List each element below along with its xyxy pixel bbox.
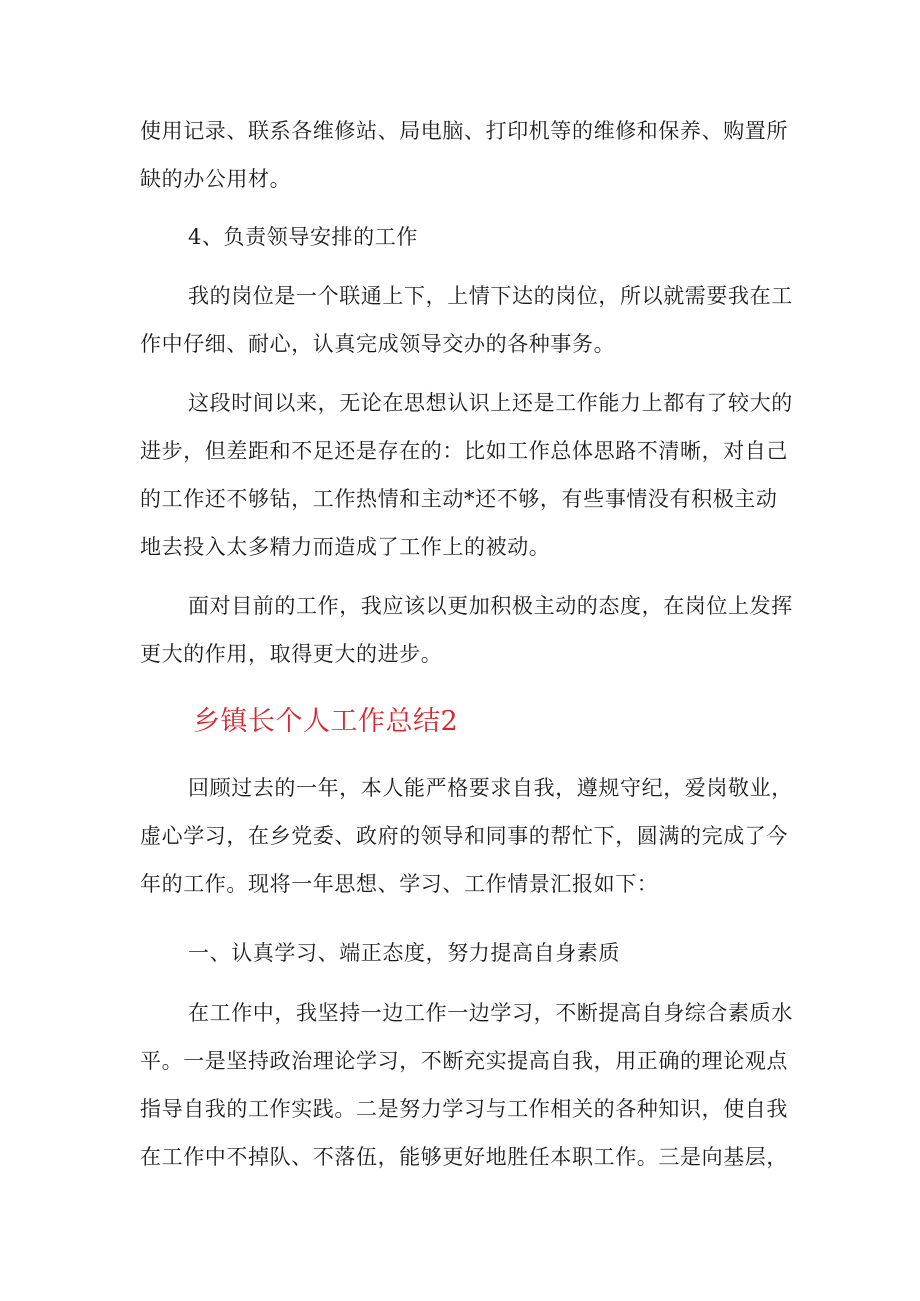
paragraph-line: 平。一是坚持政治理论学习，不断充实提高自我，用正确的理论观点 <box>140 1049 788 1073</box>
paragraph-line: 面对目前的工作，我应该以更加积极主动的态度，在岗位上发挥 <box>188 594 793 618</box>
section-heading: 乡镇长个人工作总结2 <box>193 706 459 737</box>
paragraph-line: 进步，但差距和不足还是存在的：比如工作总体思路不清晰，对自己 <box>140 439 788 463</box>
paragraph-line: 更大的作用，取得更大的进步。 <box>140 642 443 666</box>
paragraph-line: 我的岗位是一个联通上下，上情下达的岗位，所以就需要我在工 <box>188 284 793 308</box>
paragraph-line: 年的工作。现将一年思想、学习、工作情景汇报如下： <box>140 872 659 896</box>
paragraph-line: 指导自我的工作实践。二是努力学习与工作相关的各种知识，使自我 <box>140 1097 788 1121</box>
paragraph-line: 在工作中不掉队、不落伍，能够更好地胜任本职工作。三是向基层， <box>140 1145 788 1169</box>
subsection-heading: 一、认真学习、端正态度，努力提高自身素质 <box>188 941 620 965</box>
paragraph-line: 地去投入太多精力而造成了工作上的被动。 <box>140 535 551 559</box>
paragraph-line: 作中仔细、耐心，认真完成领导交办的各种事务。 <box>140 332 616 356</box>
paragraph-line: 缺的办公用材。 <box>140 167 292 191</box>
paragraph-line: 这段时间以来，无论在思想认识上还是工作能力上都有了较大的 <box>188 391 793 415</box>
paragraph-line: 回顾过去的一年，本人能严格要求自我，遵规守纪，爱岗敬业， <box>188 776 793 800</box>
paragraph-line: 在工作中，我坚持一边工作一边学习，不断提高自身综合素质水 <box>188 1001 793 1025</box>
paragraph-line: 使用记录、联系各维修站、局电脑、打印机等的维修和保养、购置所 <box>140 119 788 143</box>
list-item-heading: 4、负责领导安排的工作 <box>188 225 418 249</box>
paragraph-line: 虚心学习，在乡党委、政府的领导和同事的帮忙下，圆满的完成了今 <box>140 824 788 848</box>
paragraph-line: 的工作还不够钻，工作热情和主动*还不够，有些事情没有积极主动 <box>140 487 778 511</box>
